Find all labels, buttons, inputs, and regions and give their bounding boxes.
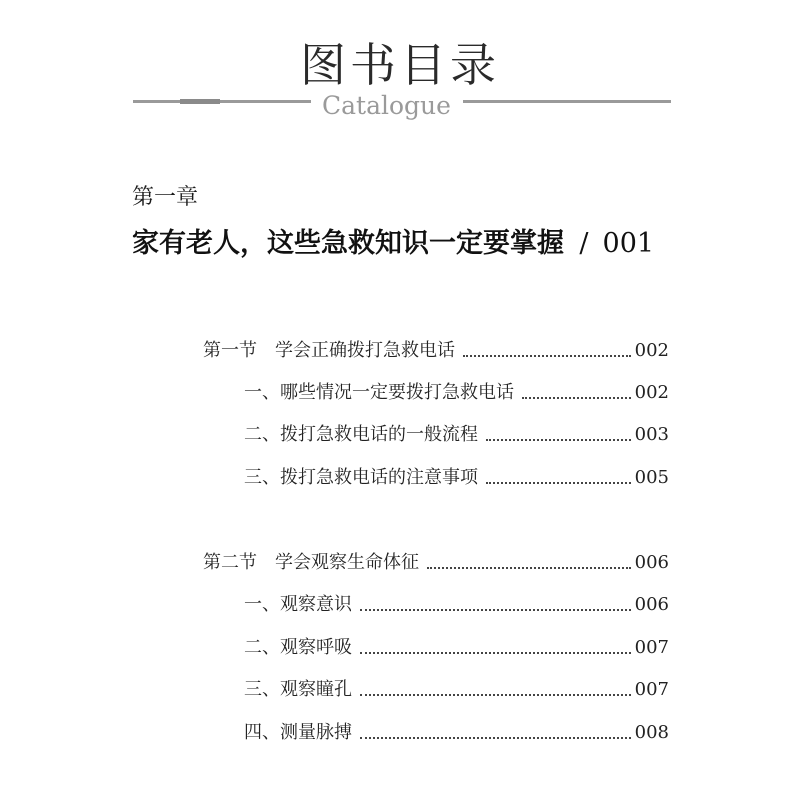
dot-leader [522, 383, 631, 399]
section-label [203, 339, 455, 363]
item-page-number: 006 [634, 594, 669, 615]
section-label [203, 551, 419, 575]
catalog-subtitle: Catalogue [322, 91, 451, 120]
dot-leader [486, 425, 631, 441]
section-title: 学会正确拨打急救电话 [275, 340, 455, 361]
header-rule-left [133, 100, 311, 103]
catalog-title: 图书目录 [300, 38, 500, 92]
chapter-separator: / [579, 228, 589, 259]
item-title: 一、观察意识 [244, 594, 352, 615]
dot-leader [427, 553, 631, 569]
section-page-number: 006 [634, 552, 669, 573]
chapter-page-number: 001 [602, 228, 655, 259]
section-number: 第一节 [203, 340, 257, 361]
dot-leader [360, 638, 631, 654]
dot-leader [360, 595, 631, 611]
section-page-number: 002 [634, 340, 669, 361]
dot-leader [463, 341, 631, 357]
item-title: 三、拨打急救电话的注意事项 [244, 467, 478, 488]
item-title: 三、观察瞳孔 [244, 679, 352, 700]
item-page-number: 007 [634, 637, 669, 658]
item-title: 一、哪些情况一定要拨打急救电话 [244, 382, 514, 403]
chapter-title[interactable] [132, 230, 692, 257]
toc-section-row[interactable] [203, 551, 669, 575]
toc-item-row[interactable] [244, 721, 669, 745]
item-page-number: 003 [634, 424, 669, 445]
chapter-title-text: 家有老人，这些急救知识一定要掌握 [132, 228, 564, 259]
toc-item-row[interactable] [244, 593, 669, 617]
item-title: 二、观察呼吸 [244, 637, 352, 658]
item-title: 二、拨打急救电话的一般流程 [244, 424, 478, 445]
item-title: 四、测量脉搏 [244, 722, 352, 743]
item-page-number: 007 [634, 679, 669, 700]
dot-leader [360, 680, 631, 696]
toc-item-row[interactable] [244, 636, 669, 660]
toc-item-row[interactable] [244, 381, 669, 405]
toc-item-row[interactable] [244, 423, 669, 447]
section-number: 第二节 [203, 552, 257, 573]
item-page-number: 002 [634, 382, 669, 403]
item-page-number: 008 [634, 722, 669, 743]
toc-item-row[interactable] [244, 466, 669, 490]
section-title: 学会观察生命体征 [275, 552, 419, 573]
toc-item-row[interactable] [244, 678, 669, 702]
header-rule-right [463, 100, 671, 103]
dot-leader [486, 468, 631, 484]
item-page-number: 005 [634, 467, 669, 488]
chapter-label: 第一章 [132, 185, 199, 210]
toc-section-row[interactable] [203, 339, 669, 363]
dot-leader [360, 723, 631, 739]
header-rule-left-accent [180, 99, 220, 104]
